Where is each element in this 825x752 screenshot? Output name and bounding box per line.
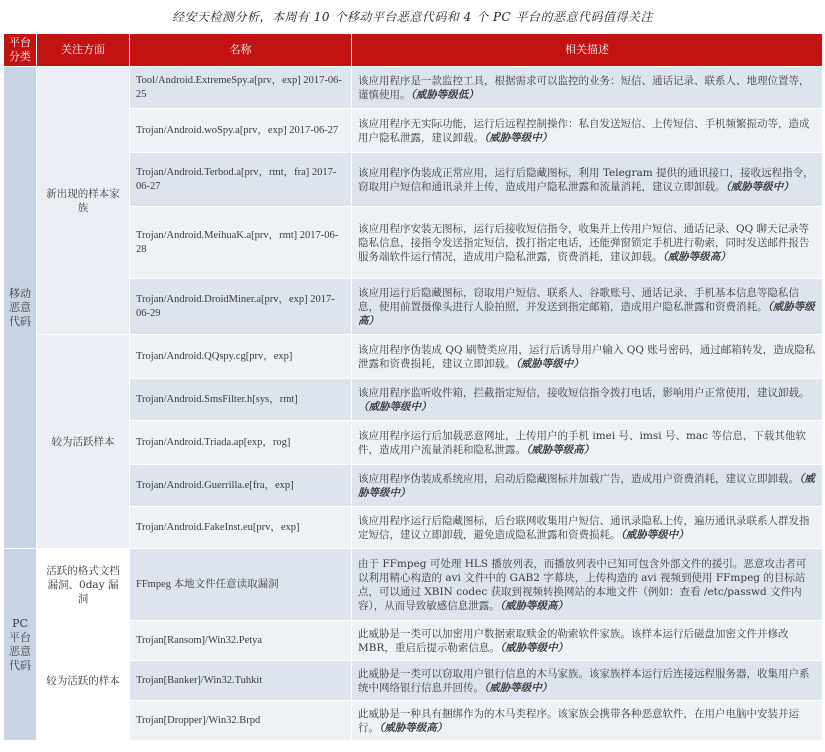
- table-row: [4, 621, 823, 661]
- table-row: [4, 67, 823, 109]
- threat-level: （威胁等级中）: [484, 131, 553, 144]
- malware-desc: 该应用程序安装无图标，运行后接收短信指令，收集并上传用户短信、通话记录、QQ 聊天记录等隐私信息，接指令发送指定短信，拨打指定电话，还能弹窗锁定手机进行勒索，同时发送邮件报告服务端软件运行情况，造成用户隐私泄露，资费消耗，建议卸载。（威胁等级高）: [352, 207, 823, 279]
- threat-level: （威胁等级低）: [410, 88, 479, 101]
- malware-name: Trojan/Android.FakeInst.eu[prv，exp]: [130, 507, 352, 549]
- header-desc: 相关描述: [352, 34, 823, 67]
- malware-name: Trojan/Android.QQspy.cg[prv，exp]: [130, 335, 352, 379]
- malware-desc: 此威胁是一种具有捆绑作为的木马类程序。该家族会携带各种恶意软件，在用户电脑中安装并运行。（威胁等级高）: [352, 701, 823, 741]
- focus-mobile-new: 新出现的样本家族: [37, 67, 130, 335]
- category-mobile: 移动恶意代码: [4, 67, 37, 549]
- malware-desc: 该应用程序是一款监控工具，根据需求可以监控的业务：短信、通话记录、联系人、地理位置等，谨慎使用。（威胁等级低）: [352, 67, 823, 109]
- malware-name: Trojan/Android.Guerrilla.e[fra，exp]: [130, 465, 352, 507]
- threat-level: （威胁等级高）: [499, 599, 568, 612]
- threat-level: （威胁等级中）: [358, 472, 815, 499]
- threat-level: （威胁等级中）: [515, 357, 584, 370]
- malware-desc: 该应用程序运行后隐藏图标，后台联网收集用户短信、通讯录隐私上传，遍历通讯录联系人群发指定短信，建议立即卸载，避免造成隐私泄露和资费损耗。（威胁等级中）: [352, 507, 823, 549]
- focus-pc-active: 较为活跃的样本: [37, 621, 130, 741]
- malware-desc: 此威胁是一类可以窃取用户银行信息的木马家族。该家族样本运行后连接远程服务器，收集用户系统中网络银行信息并回传。（威胁等级中）: [352, 661, 823, 701]
- malware-name: FFmpeg 本地文件任意读取漏洞: [130, 549, 352, 621]
- malware-name: Trojan/Android.woSpy.a[prv，exp] 2017-06-27: [130, 109, 352, 153]
- threat-level: （威胁等级中）: [620, 528, 689, 541]
- malware-name: Trojan[Ransom]/Win32.Petya: [130, 621, 352, 661]
- malware-name: Trojan[Dropper]/Win32.Brpd: [130, 701, 352, 741]
- threat-level: （威胁等级中）: [499, 641, 569, 654]
- threat-level: （威胁等级高）: [358, 300, 815, 327]
- focus-pc-vuln: 活跃的格式文档漏洞、0day 漏洞: [37, 549, 130, 621]
- header-focus: 关注方面: [37, 34, 130, 67]
- malware-name: Trojan[Banker]/Win32.Tuhkit: [130, 661, 352, 701]
- threat-level: （威胁等级高）: [379, 721, 448, 734]
- malware-desc: 该应用程序伪装成系统应用，启动后隐藏图标并加载广告，造成用户资费消耗，建议立即卸载。（威胁等级中）: [352, 465, 823, 507]
- malware-name: Trojan/Android.MeihuaK.a[prv，rmt] 2017-06-28: [130, 207, 352, 279]
- malware-desc: 该应用程序监听收件箱，拦截指定短信，接收短信指令拨打电话，影响用户正常使用，建议卸载。（威胁等级中）: [352, 379, 823, 421]
- threat-level: （威胁等级中）: [358, 400, 432, 413]
- malware-table: [3, 33, 823, 741]
- malware-name: Trojan/Android.Terbod.a[prv，rmt，fra] 2017-06-27: [130, 153, 352, 207]
- malware-desc: 此威胁是一类可以加密用户数据索取赎金的勒索软件家族。该样本运行后磁盘加密文件并修改 MBR，重启后提示勒索信息。（威胁等级中）: [352, 621, 823, 661]
- malware-desc: 该应用运行后隐藏图标，窃取用户短信、联系人、谷歌账号、通话记录、手机基本信息等隐私信息，使用前置摄像头进行人脸拍照，并发送到指定邮箱，造成用户隐私泄露和资费消耗。（威胁等级高）: [352, 279, 823, 335]
- malware-name: Tool/Android.ExtremeSpy.a[prv，exp] 2017-06-25: [130, 67, 352, 109]
- header-name: 名称: [130, 34, 352, 67]
- malware-desc: 该应用程序无实际功能，运行后远程控制操作：私自发送短信、上传短信、手机频繁振动等，造成用户隐私泄露，建议卸载。（威胁等级中）: [352, 109, 823, 153]
- malware-desc: 由于 FFmpeg 可处理 HLS 播放列表，而播放列表中已知可包含外部文件的援引。恶意攻击者可以利用精心构造的 avi 文件中的 GAB2 字幕块，上传构造的 avi 视频到使用 FFmpeg 的目标站点，可以通过 XBIN codec 获取到视频转换网站的本地文件（例如：查看 /etc/passwd 文件内容），从而导致敏感信息泄露。（威胁等级高）: [352, 549, 823, 621]
- malware-name: Trojan/Android.Triada.ap[exp，rog]: [130, 421, 352, 465]
- header-platform: 平台分类: [4, 34, 37, 67]
- category-pc: PC 平台恶意代码: [4, 549, 37, 741]
- malware-desc: 该应用程序伪装成正常应用，运行后隐藏图标，利用 Telegram 提供的通讯接口，接收远程指令，窃取用户短信和通讯录并上传，造成用户隐私泄露和流量消耗，建议立即卸载。（威胁等级中）: [352, 153, 823, 207]
- threat-level: （威胁等级中）: [484, 681, 553, 694]
- table-row: [4, 549, 823, 621]
- malware-desc: 该应用程序运行后加载恶意网址，上传用户的手机 imei 号、imsi 号、mac 等信息，下载其他软件，造成用户流量消耗和隐私泄露。（威胁等级高）: [352, 421, 823, 465]
- malware-name: Trojan/Android.DroidMiner.a[prv，exp] 2017-06-29: [130, 279, 352, 335]
- table-row: [4, 335, 823, 379]
- header-row: [4, 34, 823, 67]
- table-caption: 经安天检测分析，本周有 10 个移动平台恶意代码和 4 个 PC 平台的恶意代码值得关注: [171, 10, 654, 24]
- malware-name: Trojan/Android.SmsFilter.h[sys，rmt]: [130, 379, 352, 421]
- focus-mobile-active: 较为活跃样本: [37, 335, 130, 549]
- threat-level: （威胁等级高）: [662, 250, 731, 263]
- threat-level: （威胁等级中）: [725, 180, 794, 193]
- malware-desc: 该应用程序伪装成 QQ 刷赞类应用，运行后诱导用户输入 QQ 账号密码，通过邮箱转发，造成隐私泄露和资费损耗，建议立即卸载。（威胁等级中）: [352, 335, 823, 379]
- threat-level: （威胁等级高）: [526, 443, 595, 456]
